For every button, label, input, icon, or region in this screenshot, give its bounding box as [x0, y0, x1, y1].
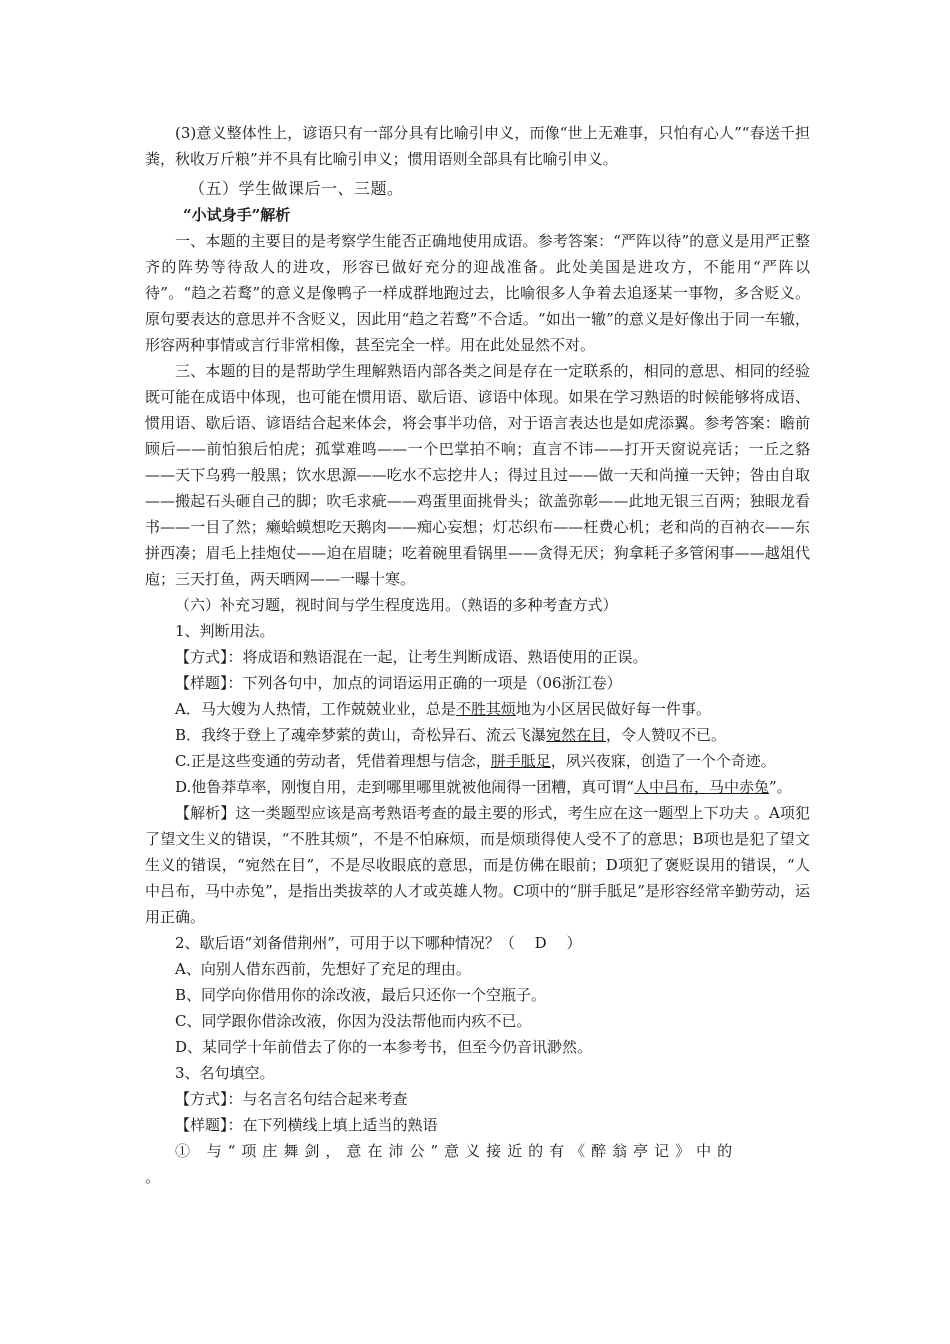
- question-3-item-end: 。: [145, 1168, 161, 1186]
- option-b: [145, 722, 810, 748]
- paragraph-answer-3: 三、本题的目的是帮助学生理解熟语内部各类之间是存在一定联系的，相同的意思、相同的经验既可能在成语中体现，也可能在惯用语、歇后语、谚语中体现。如果在学习熟语的时候能够将成语、惯用语、歇后语、谚语结合起来体会，将会事半功倍，对于语言表达也是如虎添翼。参考答案：瞻前顾后——前怕狼后怕虎；孤掌难鸣——一个巴掌拍不响；直言不讳——打开天窗说亮话；一丘之貉——天下乌鸦一般黑；饮水思源——吃水不忘挖井人；得过且过——做一天和尚撞一天钟；咎由自取——搬起石头砸自己的脚；吹毛求疵——鸡蛋里面挑骨头；欲盖弥彰——此地无银三百两；独眼龙看书——一目了然；癞蛤蟆想吃天鹅肉——痴心妄想；灯芯织布——枉费心机；老和尚的百衲衣——东拼西凑；眉毛上挂炮仗——迫在眉睫；吃着碗里看锅里——贪得无厌；狗拿耗子多管闲事——越俎代庖；三天打鱼，两天晒网——一曝十寒。: [145, 362, 810, 588]
- question-2-option-b: B、同学向你借用你的涂改液，最后只还你一个空瓶子。: [175, 986, 547, 1004]
- option-b-rest: ，令人赞叹不已。: [606, 726, 727, 744]
- option-d: [145, 774, 810, 800]
- question-1-title: 1、判断用法。: [175, 622, 275, 640]
- option-a-rest: 地为小区居民做好每一件事。: [515, 700, 711, 718]
- question-3-method: 【方式】：与名言名句结合起来考查: [175, 1090, 408, 1108]
- analysis-paragraph: 【解析】这一类题型应该是高考熟语考查的最主要的形式，考生应在这一题型上下功夫 。A项犯了望文生义的错误，“不胜其烦”，不是不怕麻烦，而是烦琐得使人受不了的意思；B项也是犯了望文生义的错误，“宛然在目”，不是尽收眼底的意思，而是仿佛在眼前；D项犯了褒贬误用的错误，“人中吕布，马中赤兔”，是指出类拔萃的人才或英雄人物。C项中的“胼手胝足”是形容经常辛勤劳动，运用正确。: [145, 804, 810, 926]
- question-2-title: 2、歇后语“刘备借荆州”，可用于以下哪种情况？（ D ）: [175, 934, 582, 952]
- option-c-rest: ，夙兴夜寐，创造了一个个奇迹。: [550, 752, 776, 770]
- question-1-sample: 【样题】：下列各句中，加点的词语运用正确的一项是（06浙江卷）: [175, 674, 622, 692]
- question-2-option-c: C、同学跟你借涂改液，你因为没法帮他而内疚不已。: [175, 1012, 532, 1030]
- question-1-method: 【方式】：将成语和熟语混在一起，让考生判断成语、熟语使用的正误。: [175, 648, 648, 666]
- question-2-option-a: A、向别人借东西前，先想好了充足的理由。: [175, 960, 471, 978]
- option-c-text: C.正是这些变通的劳动者，凭借着理想与信念，: [175, 752, 491, 770]
- document-page: [145, 120, 810, 1190]
- option-d-idiom: 人中吕布，马中赤兔: [633, 778, 769, 796]
- option-d-rest: ”。: [768, 778, 792, 796]
- option-c-idiom: 胼手胝足: [490, 752, 551, 770]
- question-3-title: 3、名句填空。: [175, 1064, 275, 1082]
- option-a-idiom: 不胜其烦: [455, 700, 516, 718]
- question-2-option-d: D、某同学十年前借去了你的一本参考书，但至今仍音讯渺然。: [175, 1038, 593, 1056]
- option-b-idiom: 宛然在目: [546, 726, 607, 744]
- option-c: [145, 748, 810, 774]
- option-a: [145, 696, 810, 722]
- paragraph-proverb-meaning: (3)意义整体性上，谚语只有一部分具有比喻引申义，而像“世上无难事，只怕有心人”“春送千担粪，秋收万斤粮”并不具有比喻引申义；惯用语则全部具有比喻引申义。: [145, 124, 810, 168]
- paragraph-answer-1: 一、本题的主要目的是考察学生能否正确地使用成语。参考答案：“严阵以待”的意义是用严正整齐的阵势等待敌人的进攻，形容已做好充分的迎战准备。此处美国是进攻方，不能用“严阵以待”。“趋之若鹜”的意义是像鸭子一样成群地跑过去，比喻很多人争着去追逐某一事物，多含贬义。原句要表达的意思并不含贬义，因此用“趋之若鹜”不合适。“如出一辙”的意义是好像出于同一车辙，形容两种事情或言行非常相像，甚至完全一样。用在此处显然不对。: [145, 232, 810, 354]
- option-b-text: B．我终于登上了魂牵梦萦的黄山，奇松异石、流云飞瀑: [175, 726, 547, 744]
- section-heading-5: （五）学生做课后一、三题。: [189, 179, 404, 198]
- option-d-text: D.他鲁莽草率，刚愎自用，走到哪里哪里就被他闹得一团糟，真可谓“: [175, 778, 634, 796]
- section-title-analysis: “小试身手”解析: [183, 206, 291, 224]
- option-a-text: A．马大嫂为人热情，工作兢兢业业，总是: [175, 700, 456, 718]
- question-3-item-1: ① 与“项庄舞剑，意在沛公”意义接近的有《醉翁亭记》中的: [175, 1142, 739, 1160]
- section-heading-6: （六）补充习题，视时间与学生程度选用。（熟语的多种考查方式）: [175, 596, 618, 614]
- question-3-sample: 【样题】：在下列横线上填上适当的熟语: [175, 1116, 438, 1134]
